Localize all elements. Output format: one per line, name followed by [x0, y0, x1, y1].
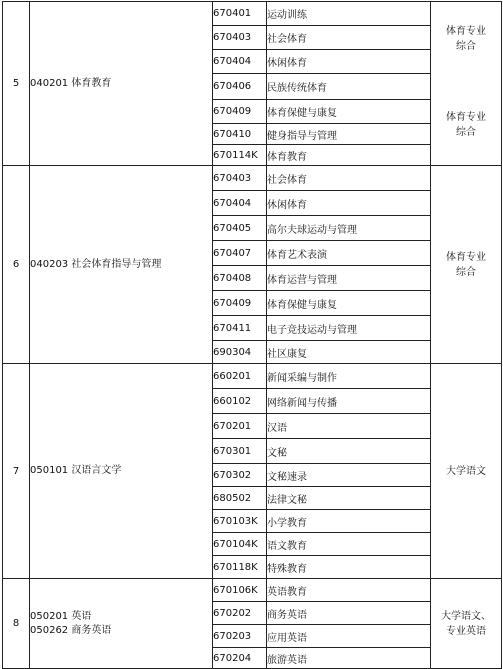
- vocational-major-name: 社区康复: [267, 341, 431, 364]
- exam-subject: 体育专业: [446, 26, 486, 37]
- undergraduate-major-cell: [30, 2, 213, 166]
- vocational-major-code: 670405: [213, 216, 267, 241]
- vocational-major-code: 670114K: [213, 145, 267, 166]
- vocational-major-code: 670201: [213, 414, 267, 439]
- vocational-major-name: 民族传统体育: [267, 74, 431, 100]
- vocational-major-name: 体育教育: [267, 145, 431, 166]
- major-mapping-table: [2, 1, 502, 669]
- table-row: [3, 579, 502, 602]
- exam-subject: 体育专业: [446, 112, 486, 123]
- vocational-major-name: 新闻采编与制作: [267, 364, 431, 389]
- exam-subject: 大学语文、: [441, 610, 491, 622]
- vocational-major-code: 670409: [213, 291, 267, 316]
- vocational-major-name: 社会体育: [267, 26, 431, 50]
- vocational-major-name: 英语教育: [267, 579, 431, 602]
- vocational-major-code: 670403: [213, 166, 267, 191]
- vocational-major-code: 670118K: [213, 556, 267, 579]
- vocational-major-code: 670202: [213, 602, 267, 625]
- vocational-major-code: 670404: [213, 191, 267, 216]
- table-row: [3, 2, 502, 26]
- vocational-major-name: 文秘速录: [267, 464, 431, 487]
- exam-subject: 综合: [456, 266, 476, 278]
- exam-subject: 大学语文: [446, 465, 486, 477]
- vocational-major-code: 670404: [213, 50, 267, 74]
- vocational-major-code: 670406: [213, 74, 267, 100]
- vocational-major-name: 文秘: [267, 439, 431, 464]
- exam-subjects-cell: [431, 2, 502, 166]
- exam-subjects-cell: [431, 579, 502, 669]
- vocational-major-code: 670408: [213, 266, 267, 291]
- vocational-major-name: 健身指导与管理: [267, 124, 431, 145]
- undergraduate-major: 050262 商务英语: [30, 624, 112, 636]
- vocational-major-name: 休闲体育: [267, 50, 431, 74]
- vocational-major-name: 应用英语: [267, 625, 431, 648]
- vocational-major-code: 670104K: [213, 533, 267, 556]
- vocational-major-code: 670409: [213, 100, 267, 124]
- exam-subject: 专业英语: [446, 625, 486, 637]
- table-row: [3, 166, 502, 191]
- vocational-major-code: 670411: [213, 316, 267, 341]
- vocational-major-code: 670301: [213, 439, 267, 464]
- exam-subject: 体育专业: [446, 251, 486, 263]
- vocational-major-name: 商务英语: [267, 602, 431, 625]
- table-row: [3, 364, 502, 389]
- vocational-major-code: 670407: [213, 241, 267, 266]
- vocational-major-code: 670302: [213, 464, 267, 487]
- vocational-major-name: 法律文秘: [267, 487, 431, 510]
- undergraduate-major: 040201 体育教育: [30, 77, 112, 89]
- vocational-major-name: 电子竞技运动与管理: [267, 316, 431, 341]
- vocational-major-name: 体育保健与康复: [267, 100, 431, 124]
- exam-subjects-cell: [431, 166, 502, 364]
- exam-subject: 综合: [456, 127, 476, 138]
- undergraduate-major: 050201 英语: [30, 610, 92, 622]
- vocational-major-name: 网络新闻与传播: [267, 389, 431, 414]
- undergraduate-major: 050101 汉语言文学: [30, 465, 122, 476]
- vocational-major-code: 660201: [213, 364, 267, 389]
- vocational-major-name: 汉语: [267, 414, 431, 439]
- vocational-major-code: 670403: [213, 26, 267, 50]
- vocational-major-code: 670401: [213, 2, 267, 26]
- undergraduate-major-cell: [30, 579, 213, 669]
- vocational-major-code: 670106K: [213, 579, 267, 602]
- vocational-major-name: 社会体育: [267, 166, 431, 191]
- vocational-major-name: 体育保健与康复: [267, 291, 431, 316]
- vocational-major-name: 特殊教育: [267, 556, 431, 579]
- group-number: 7: [3, 364, 30, 579]
- undergraduate-major: 040203 社会体育指导与管理: [30, 258, 162, 270]
- vocational-major-name: 运动训练: [267, 2, 431, 26]
- group-number: 6: [3, 166, 30, 364]
- vocational-major-name: 体育运营与管理: [267, 266, 431, 291]
- vocational-major-code: 670204: [213, 648, 267, 669]
- vocational-major-name: 体育艺术表演: [267, 241, 431, 266]
- exam-subjects-cell: [431, 364, 502, 579]
- vocational-major-name: 旅游英语: [267, 648, 431, 669]
- vocational-major-code: 670203: [213, 625, 267, 648]
- undergraduate-major-cell: [30, 364, 213, 579]
- vocational-major-code: 670410: [213, 124, 267, 145]
- undergraduate-major-cell: [30, 166, 213, 364]
- vocational-major-code: 660102: [213, 389, 267, 414]
- vocational-major-code: 680502: [213, 487, 267, 510]
- group-number: 8: [3, 579, 30, 669]
- vocational-major-code: 690304: [213, 341, 267, 364]
- group-number: 5: [3, 2, 30, 166]
- vocational-major-code: 670103K: [213, 510, 267, 533]
- exam-subject: 综合: [456, 41, 476, 52]
- vocational-major-name: 语文教育: [267, 533, 431, 556]
- spacer: [431, 54, 501, 110]
- vocational-major-name: 小学教育: [267, 510, 431, 533]
- vocational-major-name: 高尔夫球运动与管理: [267, 216, 431, 241]
- vocational-major-name: 休闲体育: [267, 191, 431, 216]
